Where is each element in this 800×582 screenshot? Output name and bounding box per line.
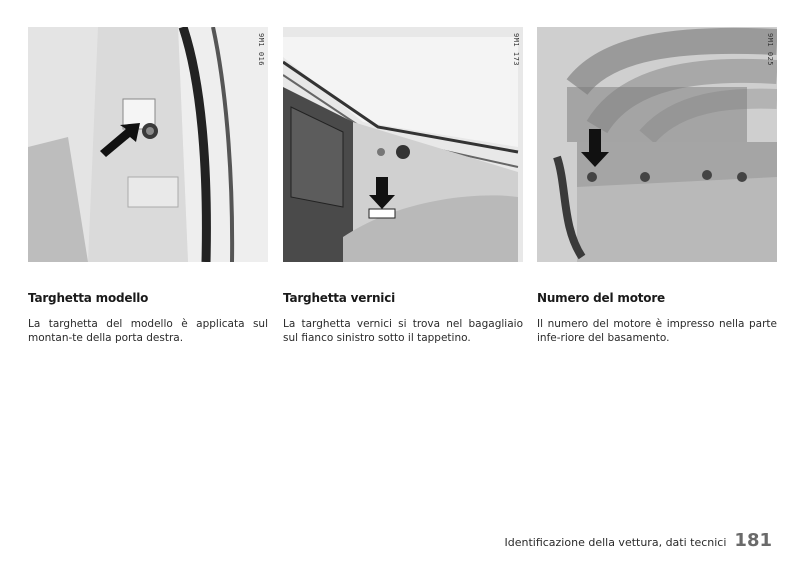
- paint-plate-section: [283, 291, 523, 345]
- photo-code: 9M1 016: [257, 33, 265, 67]
- section-heading: Targhetta vernici: [283, 291, 396, 305]
- door-pillar-illustration: [28, 27, 268, 262]
- model-plate-photo: [28, 27, 268, 262]
- photo-code: 9M1 025: [766, 33, 774, 67]
- section-body: La targhetta del modello è applicata sul montan-te della porta destra.: [28, 318, 268, 344]
- engine-number-section: [537, 291, 777, 345]
- chapter-title: Identificazione della vettura, dati tecnici: [504, 536, 727, 549]
- engine-block-illustration: [537, 27, 777, 262]
- model-plate-section: [28, 291, 268, 345]
- paint-plate-photo: [283, 27, 523, 262]
- photo-code: 9M1 173: [512, 33, 520, 67]
- engine-number-photo: [537, 27, 777, 262]
- section-body: Il numero del motore è impresso nella parte infe-riore del basamento.: [537, 318, 777, 344]
- section-body: La targhetta vernici si trova nel bagagliaio sul fianco sinistro sotto il tappetino.: [283, 318, 523, 344]
- section-heading: Targhetta modello: [28, 291, 149, 305]
- luggage-compartment-illustration: [283, 27, 523, 262]
- section-heading: Numero del motore: [537, 291, 665, 305]
- page-footer: [504, 530, 772, 551]
- page-number: 181: [734, 530, 772, 551]
